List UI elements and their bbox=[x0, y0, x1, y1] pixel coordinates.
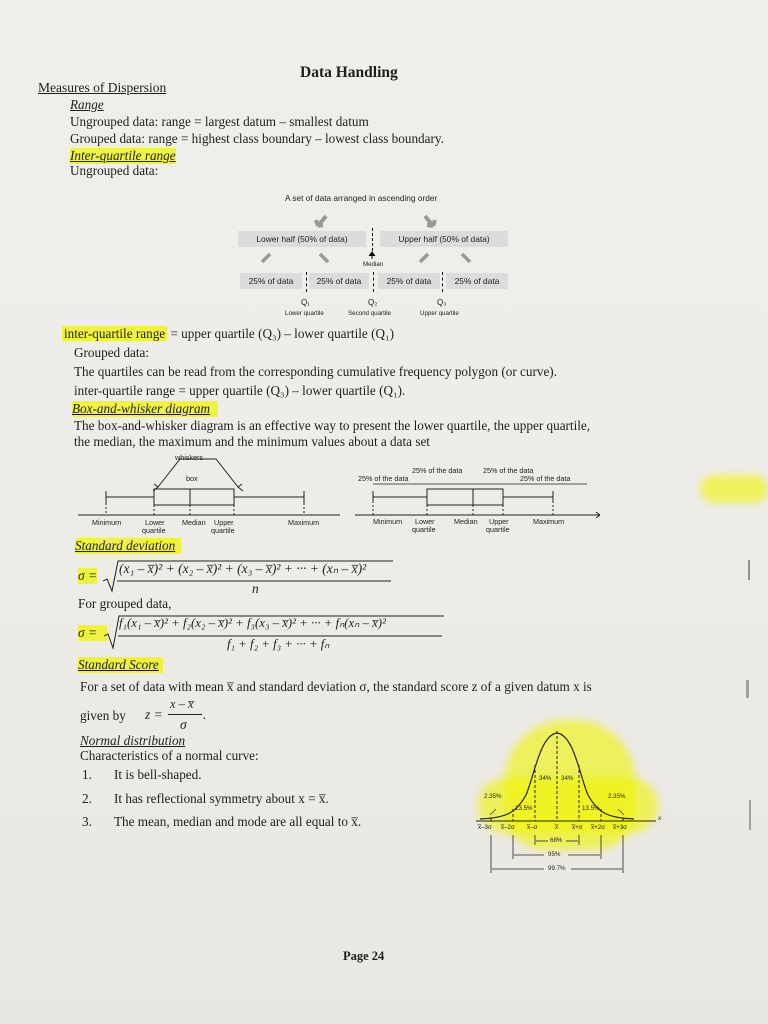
q2-divider bbox=[373, 272, 374, 292]
sd-grouped-denominator: f₁ + f₂ + f₃ + ··· + fₙ bbox=[227, 637, 330, 651]
normal-heading: Normal distribution bbox=[80, 733, 186, 748]
right-right-label: 25% of the data bbox=[520, 474, 571, 483]
normal-intro: Characteristics of a normal curve: bbox=[80, 748, 259, 763]
box-diagram-left bbox=[78, 453, 340, 538]
right-median-label: Median bbox=[454, 517, 478, 526]
range-grouped: Grouped data: range = highest class boundary – lowest class boundary. bbox=[70, 131, 444, 146]
q2-label: Q₂ bbox=[368, 298, 378, 307]
iqr-ungrouped-label: Ungrouped data: bbox=[70, 163, 159, 178]
iqr-grouped-line2: inter-quartile range = upper quartile (Q₃) – lower quartile (Q₁). bbox=[74, 383, 406, 398]
curve-135-left: 13.5% bbox=[515, 805, 533, 812]
curve-997: 99.7% bbox=[548, 865, 566, 872]
median-label: Median bbox=[363, 261, 384, 268]
normal-item-2-num: 2. bbox=[82, 791, 92, 806]
curve-tick-3: x̅–σ bbox=[527, 824, 538, 831]
sd-numerator: (x₁ – x̅)² + (x₂ – x̅)² + (x₃ – x̅)² + ··· + (xₙ – x̅)² bbox=[119, 561, 367, 576]
iqr-grouped-label: Grouped data: bbox=[74, 345, 150, 360]
section-heading: Measures of Dispersion bbox=[38, 80, 167, 95]
upper-quartile-label: Upper quartile bbox=[420, 310, 459, 317]
normal-curve-diagram bbox=[476, 725, 666, 875]
box-text2: the median, the maximum and the minimum values about a data set bbox=[74, 434, 430, 449]
curve-x-axis-label: x bbox=[658, 815, 662, 822]
score-period: . bbox=[203, 707, 207, 722]
score-heading: Standard Score bbox=[78, 657, 163, 673]
iqr-grouped-line1: The quartiles can be read from the corresponding cumulative frequency polygon (or curve). bbox=[74, 364, 557, 379]
left-lower-quartile: quartile bbox=[142, 526, 166, 535]
right-upper-quartile: quartile bbox=[486, 525, 510, 534]
left-upper-quartile: quartile bbox=[211, 526, 235, 535]
page-number: Page 24 bbox=[343, 949, 385, 963]
right-upper-label: Upper bbox=[489, 517, 509, 526]
right-left-label: 25% of the data bbox=[358, 474, 409, 483]
iqr-formula-rest: = upper quartile (Q₃) – lower quartile (Q₁) bbox=[167, 326, 394, 341]
range-ungrouped: Ungrouped data: range = largest datum – smallest datum bbox=[70, 114, 369, 129]
curve-34-left: 34% bbox=[539, 775, 552, 782]
sd-grouped-label: For grouped data, bbox=[78, 596, 172, 611]
curve-95: 95% bbox=[548, 851, 561, 858]
iqr-heading: Inter-quartile range bbox=[70, 148, 176, 163]
normal-item-2: It has reflectional symmetry about x = x̅. bbox=[114, 791, 329, 806]
curve-tick-6: x̅+2σ bbox=[591, 824, 605, 831]
iqr-diagram bbox=[230, 190, 530, 320]
quarter-2: 25% of data bbox=[309, 273, 369, 289]
curve-235-left: 2.35% bbox=[484, 793, 502, 800]
second-quartile-label: Second quartile bbox=[348, 310, 391, 317]
curve-68: 68% bbox=[550, 837, 563, 844]
left-lower-label: Lower bbox=[145, 518, 165, 527]
right-lower-quartile: quartile bbox=[412, 525, 436, 534]
range-heading: Range bbox=[70, 97, 104, 112]
left-min-label: Minimum bbox=[92, 518, 122, 527]
box-heading: Box-and-whisker diagram bbox=[72, 401, 218, 417]
normal-item-3-num: 3. bbox=[82, 814, 92, 829]
quarter-3: 25% of data bbox=[378, 273, 440, 289]
edge-marks bbox=[744, 560, 754, 880]
sd-grouped-numerator: f₁(x₁ – x̅)² + f₂(x₂ – x̅)² + f₃(x₃ – x̅)² + ··· + fₙ(xₙ – x̅)² bbox=[119, 616, 386, 630]
highlight-blob-right bbox=[700, 475, 768, 503]
right-min-label: Minimum bbox=[373, 517, 403, 526]
diagram-caption: A set of data arranged in ascending order bbox=[285, 193, 438, 203]
normal-curve-drawing bbox=[476, 725, 666, 875]
score-z: z = bbox=[145, 707, 163, 722]
q3-label: Q₃ bbox=[437, 298, 447, 307]
score-num: x – x̅ bbox=[170, 697, 194, 711]
score-given: given by bbox=[80, 708, 126, 723]
curve-tick-4: x̅ bbox=[555, 824, 559, 831]
normal-item-3: The mean, median and mode are all equal to x̅. bbox=[114, 814, 362, 829]
curve-tick-2: x̅–2σ bbox=[501, 824, 515, 831]
right-top1: 25% of the data bbox=[412, 466, 463, 475]
box-text1: The box-and-whisker diagram is an effective way to present the lower quartile, the upper quartile, bbox=[74, 418, 591, 433]
left-upper-label: Upper bbox=[214, 518, 234, 527]
upper-half-box: Upper half (50% of data) bbox=[380, 231, 508, 247]
iqr-formula-highlight: inter-quartile range bbox=[64, 326, 166, 341]
left-median-label: Median bbox=[182, 518, 206, 527]
normal-item-1: It is bell-shaped. bbox=[114, 767, 202, 782]
sd-sigma: σ = bbox=[78, 568, 98, 583]
score-text: For a set of data with mean x̅ and standard deviation σ, the standard score z of a given datum x is bbox=[80, 679, 592, 694]
lower-half-box: Lower half (50% of data) bbox=[238, 231, 366, 247]
score-fraction-bar bbox=[168, 714, 202, 715]
right-top2: 25% of the data bbox=[483, 466, 534, 475]
curve-135-right: 13.5% bbox=[582, 805, 600, 812]
sd-denominator: n bbox=[252, 581, 259, 596]
page-title: Data Handling bbox=[300, 64, 398, 81]
curve-tick-1: x̅–3σ bbox=[478, 824, 492, 831]
whiskers-label: whiskers bbox=[175, 453, 203, 462]
curve-34-right: 34% bbox=[561, 775, 574, 782]
box-label: box bbox=[186, 474, 198, 483]
lower-quartile-label: Lower quartile bbox=[285, 310, 324, 317]
curve-235-right: 2.35% bbox=[608, 793, 626, 800]
right-lower-label: Lower bbox=[415, 517, 435, 526]
quarter-4: 25% of data bbox=[446, 273, 508, 289]
quarter-1: 25% of data bbox=[240, 273, 302, 289]
score-den: σ bbox=[180, 717, 187, 732]
sd-heading: Standard deviation bbox=[75, 538, 181, 554]
box-diagram-right bbox=[355, 463, 600, 538]
left-max-label: Maximum bbox=[288, 518, 320, 527]
normal-item-1-num: 1. bbox=[82, 767, 92, 782]
curve-tick-7: x̅+3σ bbox=[613, 824, 627, 831]
sd-grouped-sigma: σ = bbox=[78, 625, 107, 641]
curve-tick-5: x̅+σ bbox=[572, 824, 583, 831]
right-max-label: Maximum bbox=[533, 517, 565, 526]
box-left-drawing bbox=[78, 453, 340, 523]
q1-divider bbox=[306, 272, 307, 292]
q3-divider bbox=[442, 272, 443, 292]
iqr-formula bbox=[62, 326, 394, 342]
q1-label: Q₁ bbox=[301, 298, 310, 307]
